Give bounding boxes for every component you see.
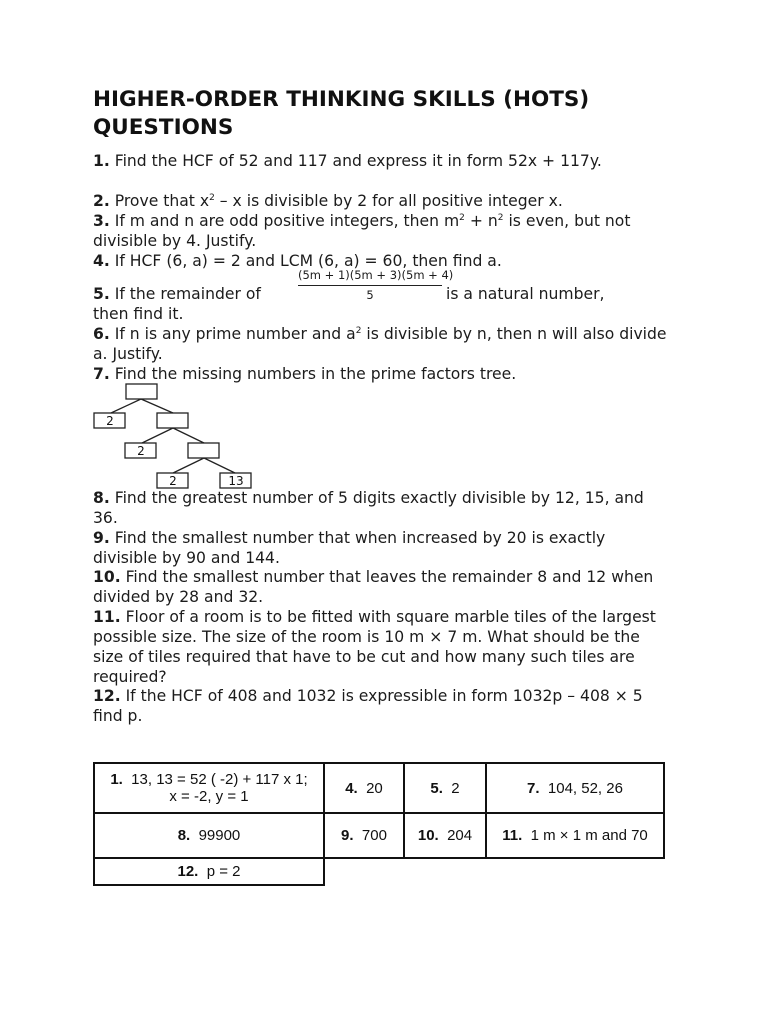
question-9 [93, 528, 673, 568]
exponent: 2 [497, 213, 504, 223]
answer-cell [486, 813, 664, 858]
question-10 [93, 567, 673, 607]
question-number: 7. [93, 365, 110, 383]
question-number: 3. [93, 212, 110, 230]
question-number: 9. [93, 529, 110, 547]
answer-number: 5. [430, 779, 443, 797]
question-text: Find the smallest number that leaves the remainder 8 and 12 when divided by 28 and 32. [93, 568, 659, 606]
answer-text: 13, 13 = 52 ( -2) + 117 x 1; [131, 771, 308, 788]
table-row [94, 763, 664, 813]
empty-cell [486, 858, 664, 885]
question-text: If n is any prime number and a [109, 325, 356, 343]
question-text: If HCF (6, a) = 2 and LCM (6, a) = 60, then find a. [109, 252, 502, 270]
question-number: 5. [93, 285, 110, 303]
tree-value: 2 [169, 474, 177, 488]
fraction-denominator: 5 [366, 288, 374, 302]
tree-box-node [157, 413, 188, 428]
question-number: 12. [93, 687, 121, 705]
question-text: – x is divisible by 2 for all positive integer x. [214, 192, 563, 210]
question-1 [93, 151, 673, 171]
question-12 [93, 686, 673, 726]
answer-cell [486, 763, 664, 813]
question-number: 2. [93, 192, 110, 210]
question-6 [93, 324, 673, 364]
answer-number: 10. [417, 827, 439, 844]
question-text: If the HCF of 408 and 1032 is expressible in form 1032p – 408 × 5 find p. [93, 687, 648, 725]
tree-box-node [188, 443, 219, 458]
answer-text: p = 2 [206, 863, 241, 880]
question-number: 6. [93, 325, 110, 343]
question-text: Floor of a room is to be fitted with square marble tiles of the largest possible size. The size of the room is 10 m × 7 m. What should be the size of tiles required that have to be cut and how many such tiles are required? [93, 608, 661, 686]
answer-text: 99900 [198, 827, 241, 844]
question-text: If the remainder of [109, 285, 261, 303]
table-row [94, 813, 664, 858]
question-2 [93, 191, 673, 211]
question-number: 10. [93, 568, 121, 586]
answer-text: x = -2, y = 1 [169, 788, 249, 805]
answer-number: 1. [110, 771, 123, 788]
answer-number: 11. [502, 827, 523, 844]
question-5-end: then find it. [93, 305, 184, 323]
question-text: is divisible by n, then n will also divide a. Justify. [93, 325, 672, 363]
empty-cell [404, 858, 486, 885]
question-number: 8. [93, 489, 110, 507]
answer-cell [94, 813, 324, 858]
fraction-expression [298, 268, 454, 302]
question-text: Find the smallest number that when increased by 20 is exactly divisible by 90 and 144. [93, 529, 611, 567]
question-text: Prove that x [109, 192, 210, 210]
answer-text: 20 [366, 779, 383, 797]
answer-number: 12. [177, 863, 199, 880]
question-3 [93, 211, 673, 251]
fraction-numerator: (5m + 1)(5m + 3)(5m + 4) [298, 268, 454, 282]
answer-number: 9. [341, 827, 354, 844]
empty-cell [324, 858, 404, 885]
exponent: 2 [209, 193, 215, 203]
question-text: + n [464, 212, 498, 230]
tree-box-root [126, 384, 157, 399]
question-number: 1. [93, 152, 110, 170]
prime-factor-tree [90, 381, 260, 491]
table-row [94, 858, 664, 885]
answer-cell [324, 763, 404, 813]
tree-value: 2 [106, 414, 114, 428]
answer-text: 1 m × 1 m and 70 [530, 827, 648, 844]
question-text: is even, but not divisible by 4. Justify. [93, 212, 636, 250]
answer-text: 204 [447, 827, 473, 844]
question-text: Find the greatest number of 5 digits exactly divisible by 12, 15, and 36. [93, 489, 649, 527]
question-5-continued: is a natural number, [446, 285, 605, 303]
answer-number: 4. [345, 779, 358, 797]
answer-number: 8. [177, 827, 191, 844]
answer-text: 700 [361, 827, 387, 844]
question-number: 4. [93, 252, 110, 270]
answer-text: 104, 52, 26 [547, 779, 623, 797]
question-text: Find the HCF of 52 and 117 and express it in form 52x + 117y. [109, 152, 602, 170]
answer-cell [94, 858, 324, 885]
answer-number: 7. [527, 779, 540, 797]
answer-cell [404, 813, 486, 858]
question-text: Find the missing numbers in the prime factors tree. [109, 365, 517, 383]
tree-value: 2 [137, 444, 145, 458]
exponent: 2 [459, 213, 465, 223]
answer-cell [94, 763, 324, 813]
question-8 [93, 488, 673, 528]
question-number: 11. [93, 608, 121, 626]
answer-table [93, 762, 665, 886]
answer-cell [324, 813, 404, 858]
answer-cell [404, 763, 486, 813]
answer-text: 2 [451, 779, 460, 797]
page-title: HIGHER-ORDER THINKING SKILLS (HOTS) QUESTIONS [93, 87, 590, 140]
tree-value: 13 [228, 474, 244, 488]
exponent: 2 [355, 326, 362, 336]
question-text: If m and n are odd positive integers, then m [109, 212, 460, 230]
question-11 [93, 607, 673, 687]
fraction-bar [298, 285, 442, 286]
